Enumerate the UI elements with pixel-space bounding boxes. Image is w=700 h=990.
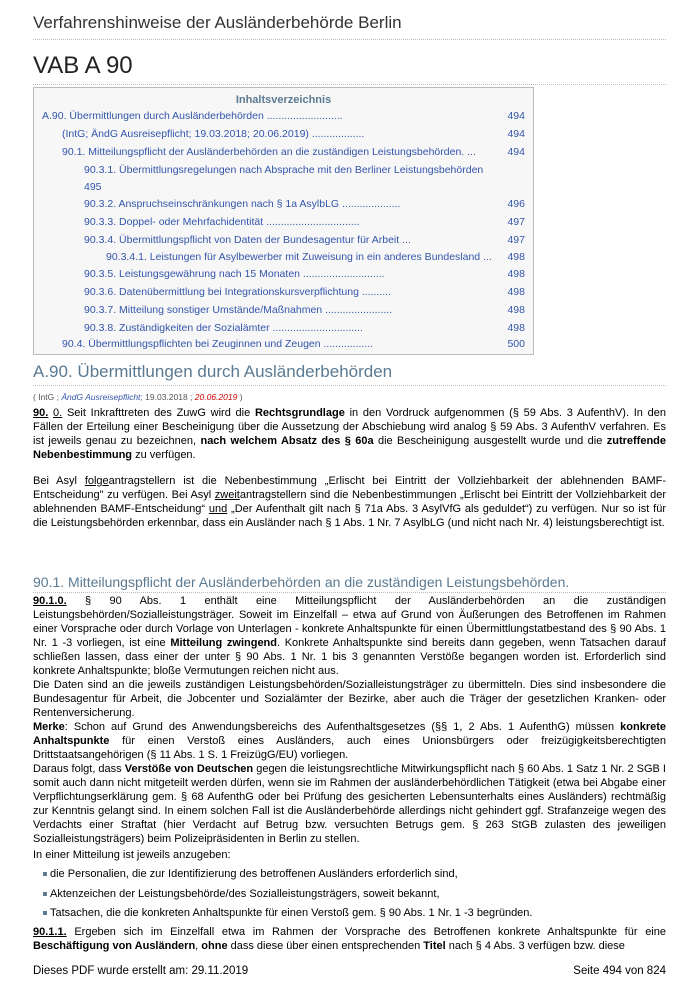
toc-page-number: 496 bbox=[507, 198, 525, 210]
toc-entry[interactable]: 90.3.7. Mitteilung sonstiger Umstände/Maßnahmen ....................... bbox=[84, 304, 393, 316]
toc-title: Inhaltsverzeichnis bbox=[235, 94, 332, 106]
paragraph-daraus: Daraus folgt, dass Verstöße von Deutschen gegen die leistungsrechtliche Mitwirkungspflicht nach § 60 Abs. 1 Satz 1 Nr. 2 SGB I somit auch dann nicht mitgeteilt werden dürfen, wenn sie im Rahmen der ausländerbehördlichen Tätigkeit (etwa bei Abgabe einer Verpflichtungserklärung gem. § 68 AufenthG oder bei Prüfung des gesicherten Lebensunterhalts eines Ausländers) rechtmäßig zur Kenntnis gelangt sind. In einem solchen Fall ist die Ausländerbehörde allerdings nicht gehindert ggf. Strafanzeige wegen des Verdachts einer Straftat (hier Verdacht auf Betrug bzw. versuchten Betrugs gem. § 263 StGB zulasten des jeweiligen Sozialleistungsträgers) beim Polizeipräsidenten in Berlin zu stellen. bbox=[33, 763, 666, 846]
toc-entry[interactable]: 90.3.4.1. Leistungen für Asylbewerber mit Zuweisung in ein anderes Bundesland ... bbox=[106, 251, 492, 263]
toc-leader: ................. bbox=[320, 338, 374, 350]
paragraph-90-1-0: 90.1.0. § 90 Abs. 1 enthält eine Mitteilungspflicht der Ausländerbehörden an die zuständigen Leistungsbehörden/Sozialleistungsträger. Soweit im Einzelfall – etwa auf Grund von Äußerungen des Betroffenen im Rahmen einer Vorsprache oder durch Vorlage von Unterlagen - konkrete Anhaltspunkte für einen Übermittlungstatbestand des § 90 Abs. 1 Nr. 1 -3 vorliegen, ist eine Mitteilung zwingend. Konkrete Anhaltspunkte sind bereits dann gegeben, wenn Tatsachen darauf schließen lassen, dass einer der unter § 90 Abs. 1 Nr. 1 bis 3 genannten Verstöße begangen worden ist. Erforderlich sind konkrete Anhaltspunkte; bloße Vermutungen reichen nicht aus. bbox=[33, 595, 666, 678]
toc-page-number: 497 bbox=[507, 216, 525, 228]
paragraph-daten: Die Daten sind an die jeweils zuständigen Leistungsbehörden/Sozialleistungsträger zu übermitteln. Dies sind insbesondere die Bundesagentur für Arbeit, die Jobcenter und Sozialämter der Bezirke, aber auch die Träger der gesetzlichen Kranken- oder Rentenversicherung. bbox=[33, 679, 666, 720]
meta-aendg-link[interactable]: ÄndG Ausreisepflicht; bbox=[61, 392, 143, 402]
toc-leader: ... bbox=[480, 251, 492, 263]
toc-entry[interactable]: 90.3.5. Leistungsgewährung nach 15 Monaten ............................ bbox=[84, 268, 385, 280]
paragraph-90-1-1: 90.1.1. Ergeben sich im Einzelfall etwa im Rahmen der Vorsprache des Betroffenen konkrete Anhaltspunkte für eine Beschäftigung von Ausländern, ohne dass diese über einen entsprechenden Titel nach § 4 Abs. 3 verfügen bzw. diese bbox=[33, 926, 666, 953]
toc-leader: .................. bbox=[308, 128, 365, 140]
list-item: Aktenzeichen der Leistungsbehörde/des Sozialleistungsträgers, soweit bekannt, bbox=[43, 888, 440, 900]
toc-leader: ............................ bbox=[300, 268, 385, 280]
toc-entry[interactable]: 90.3.1. Übermittlungsregelungen nach Absprache mit den Berliner Leistungsbehörden bbox=[84, 164, 484, 176]
toc-entry[interactable]: 90.3.2. Anspruchseinschränkungen nach § 1a AsylbLG .................... bbox=[84, 198, 401, 210]
toc-page-number: 498 bbox=[507, 268, 525, 280]
meta-close: ) bbox=[239, 392, 243, 402]
toc-page-number: 494 bbox=[507, 128, 525, 140]
toc-leader: ............................... bbox=[269, 322, 363, 334]
list-item: die Personalien, die zur Identifizierung des betroffenen Ausländers erforderlich sind, bbox=[43, 868, 458, 880]
toc-entry[interactable]: 90.3.8. Zuständigkeiten der Sozialämter ............................... bbox=[84, 322, 363, 334]
paragraph-90-0: 90. 0. Seit Inkrafttreten des ZuwG wird die Rechtsgrundlage in den Vordruck aufgenommen (§ 59 Abs. 3 AufenthV). In den Fällen der Erteilung einer Bescheinigung über die Aussetzung der Abschiebung wird analog § 59 Abs. 3 AufenthV verfahren. Es ist jeweils genau zu bezeichnen, nach welchem Absatz des § 60a die Bescheinigung ausgestellt wurde und die zutreffende Nebenbestimmung zu verfügen. bbox=[33, 407, 667, 462]
toc-page-number: 498 bbox=[507, 304, 525, 316]
meta-date2: 20.06.2019 bbox=[194, 392, 238, 402]
toc-entry[interactable]: 90.3.3. Doppel- oder Mehrfachidentität ................................ bbox=[84, 216, 360, 228]
toc-page-number: 500 bbox=[507, 338, 525, 350]
bullet-icon bbox=[43, 892, 47, 896]
footer-page-number: Seite 494 von 824 bbox=[573, 965, 666, 977]
bullet-icon bbox=[43, 872, 47, 876]
toc-page-number: 498 bbox=[507, 286, 525, 298]
meta-date1: 19.03.2018 ; bbox=[145, 392, 193, 402]
table-of-contents bbox=[33, 87, 534, 355]
toc-entry[interactable]: 90.3.4. Übermittlungspflicht von Daten der Bundesagentur für Arbeit ... bbox=[84, 234, 411, 246]
toc-page-number: 498 bbox=[507, 251, 525, 263]
footer-created: Dieses PDF wurde erstellt am: 29.11.2019 bbox=[33, 965, 249, 977]
meta-intg: ( IntG ; bbox=[33, 392, 59, 402]
toc-entry[interactable]: (IntG; ÄndG Ausreisepflicht; 19.03.2018; 20.06.2019) .................. bbox=[62, 128, 365, 140]
toc-leader: .................... bbox=[339, 198, 401, 210]
list-item: Tatsachen, die die konkreten Anhaltspunkte für einen Verstoß gem. § 90 Abs. 1 Nr. 1 -3 begründen. bbox=[43, 907, 532, 919]
toc-leader: .......... bbox=[358, 286, 392, 298]
toc-leader: ....................... bbox=[322, 304, 393, 316]
page-title: VAB A 90 bbox=[33, 52, 666, 85]
toc-page-number: 494 bbox=[507, 110, 525, 122]
toc-page-number: 498 bbox=[507, 322, 525, 334]
section-meta bbox=[33, 392, 243, 402]
document-header: Verfahrenshinweise der Ausländerbehörde Berlin bbox=[33, 13, 666, 40]
toc-entry[interactable]: A.90. Übermittlungen durch Ausländerbehörden .......................... bbox=[42, 110, 343, 122]
paragraph-mitteilung: In einer Mitteilung ist jeweils anzugeben: bbox=[33, 849, 231, 861]
section-heading-a90: A.90. Übermittlungen durch Ausländerbehörden bbox=[33, 362, 666, 386]
toc-entry[interactable]: 90.3.6. Datenübermittlung bei Integrationskursverpflichtung .......... bbox=[84, 286, 392, 298]
section-heading-90-1: 90.1. Mitteilungspflicht der Ausländerbehörden an die zuständigen Leistungsbehörden. bbox=[33, 574, 666, 593]
toc-leader: ... bbox=[464, 146, 476, 158]
toc-leader: ... bbox=[399, 234, 411, 246]
toc-leader: ................................ bbox=[263, 216, 360, 228]
toc-entry[interactable]: 90.1. Mitteilungspflicht der Ausländerbehörden an die zuständigen Leistungsbehörden. ... bbox=[62, 146, 476, 158]
bullet-icon bbox=[43, 911, 47, 915]
toc-page-number: 494 bbox=[507, 146, 525, 158]
toc-entry[interactable]: 90.4. Übermittlungspflichten bei Zeuginnen und Zeugen ................. bbox=[62, 338, 374, 350]
toc-page-number: 495 bbox=[84, 181, 102, 193]
toc-page-number: 497 bbox=[507, 234, 525, 246]
toc-leader: .......................... bbox=[263, 110, 343, 122]
paragraph-asyl: Bei Asyl folgeantragstellern ist die Nebenbestimmung „Erlischt bei Eintritt der Vollziehbarkeit der ablehnenden BAMF-Entscheidung" zu verfügen. Bei Asyl zweitantragstellern sind die Nebenbestimmungen „Erlischt bei Eintritt der Vollziehbarkeit der ablehnenden BAMF-Entscheidung“ und „Der Aufenthalt gilt nach § 71a Abs. 3 AsylVfG als geduldet“) zu verfügen. Nur so ist für die Leistungsbehörden erkennbar, dass ein Ausländer nach § 1 Abs. 1 Nr. 7 AsylbLG (und nicht nach Nr. 4) leistungsberechtigt ist. bbox=[33, 475, 667, 530]
paragraph-merke: Merke: Schon auf Grund des Anwendungsbereichs des Aufenthaltsgesetzes (§§ 1, 2 Abs. 1 AufenthG) müssen konkrete Anhaltspunkte für einen Verstoß eines Ausländers, auch eines Unionsbürgers oder freizügigkeitsberechtigten Drittstaatsangehörigen (§ 11 Abs. 1 S. 1 FreizügG/EU) vorliegen. bbox=[33, 721, 666, 762]
